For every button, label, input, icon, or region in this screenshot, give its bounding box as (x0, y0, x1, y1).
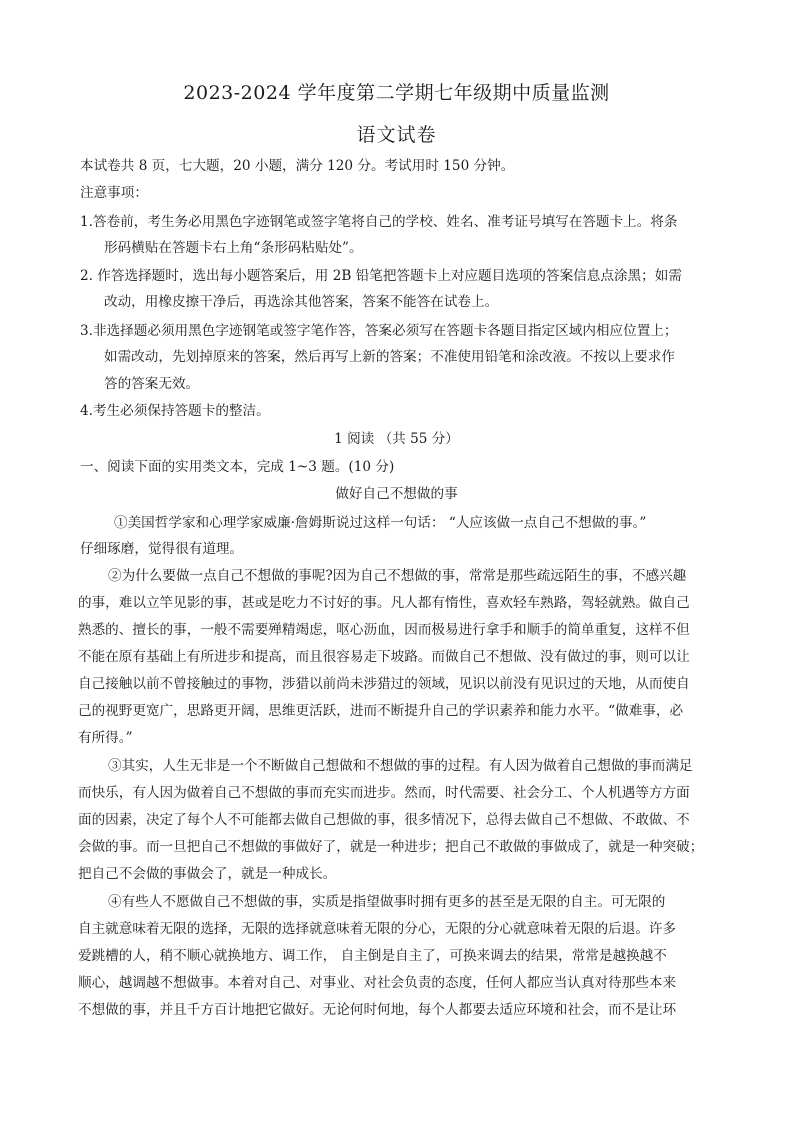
notice-line: 如需改动，先划掉原来的答案，然后再写上新的答案；不准使用铅笔和涂改液。不按以上要求作 (104, 349, 675, 365)
article-line: 不能在原有基础上有所进步和提高，而且很容易走下坡路。而做自己不想做、没有做过的事，则可以让 (78, 649, 690, 665)
article-line: ④有些人不愿做自己不想做的事，实质是指望做事时拥有更多的甚至是无限的自主。可无限的 (108, 894, 666, 910)
article-line: 有所得。” (78, 730, 133, 746)
notice-line: 1.答卷前，考生务必用黑色字迹钢笔或签字笔将自己的学校、姓名、准考证号填写在答题卡上。将条 (80, 214, 678, 230)
exam-intro: 本试卷共 8 页，七大题，20 小题，满分 120 分。考试用时 150 分钟。 (80, 158, 515, 174)
page-title: 2023-2024 学年度第二学期七年级期中质量监测 (183, 82, 610, 104)
article-title: 做好自己不想做的事 (335, 486, 458, 502)
notice-line: 形码横贴在答题卡右上角“条形码粘贴处”。 (104, 240, 363, 256)
article-line: ③其实，人生无非是一个不断做自己想做和不想做的事的过程。有人因为做着自己想做的事而满足 (108, 758, 693, 774)
notice-line: 改动，用橡皮擦干净后，再选涂其他答案，答案不能答在试卷上。 (104, 294, 499, 310)
article-line: 面的因素，决定了每个人不可能都去做自己想做的事，很多情况下，总得去做自己不想做、不敢做、不 (78, 812, 690, 828)
article-line: 顺心，越调越不想做事。本着对自己、对事业、对社会负责的态度，任何人都应当认真对待那些本来 (78, 975, 677, 991)
article-line: ①美国哲学家和心理学家威廉·詹姆斯说过这样一句话： “人应该做一点自己不想做的事。” (114, 515, 647, 531)
article-line: 的事，难以立竿见影的事，甚或是吃力不讨好的事。凡人都有惰性，喜欢轻车熟路，驾轻就熟。做自己 (78, 595, 690, 611)
section-heading: 1 阅读 （共 55 分） (334, 431, 459, 447)
article-line: 仔细琢磨，觉得很有道理。 (80, 541, 244, 557)
article-line: 熟悉的、擅长的事，一般不需要殚精竭虑，呕心沥血，因而极易进行拿手和顺手的简单重复，这样不但 (78, 622, 690, 638)
article-line: ②为什么要做一点自己不想做的事呢?因为自己不想做的事，常常是那些疏远陌生的事，不感兴趣 (108, 568, 687, 584)
article-line: 而快乐，有人因为做着自己不想做的事而充实而进步。然而，时代需要、社会分工、个人机遇等方方面 (78, 785, 690, 801)
question-instruction: 一、阅读下面的实用类文本，完成 1~3 题。(10 分) (80, 459, 395, 475)
notice-line: 答的答案无效。 (104, 376, 200, 392)
notice-heading: 注意事项： (80, 185, 148, 201)
article-line: 自己接触以前不曾接触过的事物，涉猎以前尚未涉猎过的领域，见识以前没有见识过的天地，从而使自 (78, 676, 690, 692)
article-line: 把自己不会做的事做会了，就是一种成长。 (78, 866, 337, 882)
article-line: 会做的事。而一旦把自己不想做的事做好了，就是一种进步；把自己不敢做的事做成了，就是一种突破； (78, 839, 704, 855)
article-line: 爱跳槽的人，稍不顺心就换地方、调工作， 自主倒是自主了，可换来调去的结果，常常是越换越不 (78, 948, 667, 964)
notice-line: 3.非选择题必须用黑色字迹钢笔或签字笔作答，答案必须写在答题卡各题目指定区域内相应位置上； (80, 323, 678, 339)
notice-line: 4.考生必须保持答题卡的整洁。 (80, 403, 270, 419)
article-line: 不想做的事，并且千方百计地把它做好。无论何时何地，每个人都要去适应环境和社会，而不是让环 (78, 1002, 677, 1018)
article-line: 自主就意味着无限的选择，无限的选择就意味着无限的分心，无限的分心就意味着无限的后退。许多 (78, 921, 677, 937)
page-subtitle: 语文试卷 (356, 124, 437, 146)
notice-line: 2. 作答选择题时，选出每小题答案后，用 2B 铅笔把答题卡上对应题目选项的答案信息点涂黑；如需 (80, 268, 682, 284)
article-line: 己的视野更宽广，思路更开阔，思维更活跃，进而不断提升自己的学识素养和能力水平。“做难事，必 (78, 703, 684, 719)
